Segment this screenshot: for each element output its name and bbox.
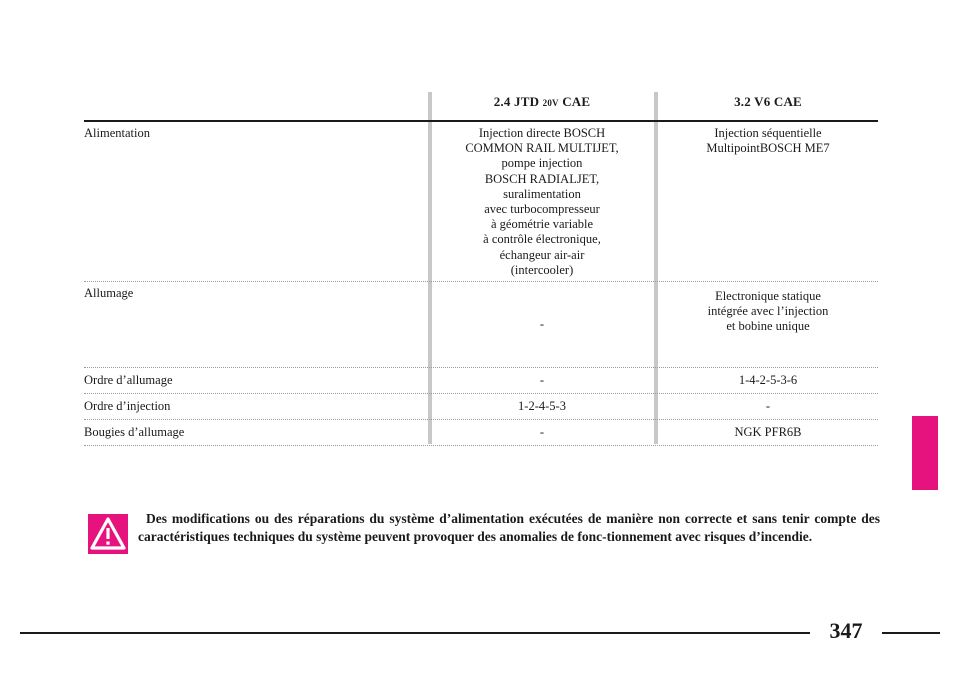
row-label: Allumage (84, 286, 134, 300)
footer-rule-left (20, 632, 810, 634)
row-value-jtd: - (539, 317, 545, 331)
section-tab-marker (912, 416, 938, 490)
row-label: Ordre d’allumage (84, 373, 173, 387)
row-value-jtd: Injection directe BOSCH COMMON RAIL MULTIJET, pompe injection BOSCH RADIALJET, suralimentation avec turbocompresseur à géométrie variable à contrôle électronique, échangeur air-air (intercooler) (465, 126, 619, 277)
row-value-jtd: 1-2-4-5-3 (518, 399, 566, 413)
row-value-v6: NGK PFR6B (734, 425, 802, 439)
warning-triangle-icon (88, 514, 128, 554)
table-header (84, 92, 878, 122)
table-row-ordre-injection (84, 394, 878, 420)
row-value-v6: Electronique statique intégrée avec l’injection et bobine unique (707, 289, 829, 334)
table-row-allumage (84, 282, 878, 368)
row-label: Ordre d’injection (84, 399, 171, 413)
row-value-v6: Injection séquentielle MultipointBOSCH ME7 (706, 126, 830, 156)
table-row-alimentation (84, 122, 878, 282)
row-value-v6: 1-4-2-5-3-6 (738, 373, 798, 387)
row-value-jtd: - (539, 373, 545, 387)
row-value-jtd: - (539, 425, 545, 439)
row-value-v6: - (765, 399, 771, 413)
row-label: Bougies d’allumage (84, 425, 185, 439)
column-header-v6: 3.2 V6 CAE (734, 94, 802, 109)
warning-text: Des modifications ou des réparations du système d’alimentation exécutées de manière non correcte et sans tenir compte des caractéristiques techniques du système peuvent provoquer des anomalies de fonc-tionnement avec risques d’incendie. (138, 511, 880, 544)
page-number: 347 (829, 618, 863, 643)
row-label: Alimentation (84, 126, 150, 140)
table-row-ordre-allumage (84, 368, 878, 394)
footer-rule-right (882, 632, 940, 634)
spec-table (84, 92, 878, 446)
column-header-jtd: 2.4 JTD 20V CAE (493, 94, 591, 109)
table-row-bougies (84, 420, 878, 446)
